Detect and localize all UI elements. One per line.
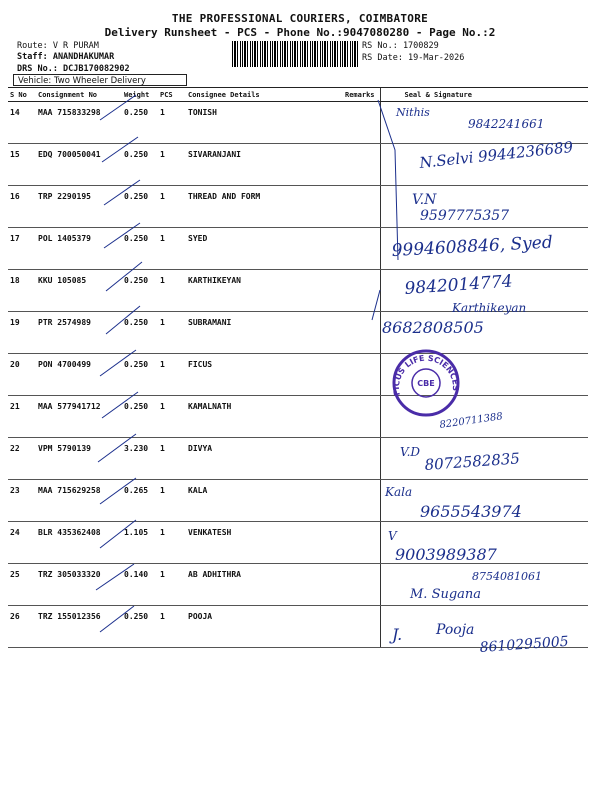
stamp-center-text: CBE xyxy=(417,379,435,388)
row-remarks xyxy=(343,396,380,438)
row-pcs: 1 xyxy=(158,564,186,606)
row-sno: 26 xyxy=(8,606,36,648)
row-consignee: DIVYA xyxy=(186,438,343,480)
table-row xyxy=(8,396,588,438)
vehicle-label: Vehicle: Two Wheeler Delivery xyxy=(13,74,187,86)
row-weight: 0.250 xyxy=(122,354,158,396)
row-sno: 19 xyxy=(8,312,36,354)
row-pcs: 1 xyxy=(158,606,186,648)
route-label: Route: V R PURAM xyxy=(17,41,99,51)
row-consignee: KAMALNATH xyxy=(186,396,343,438)
row-consignee: KARTHIKEYAN xyxy=(186,270,343,312)
row-remarks xyxy=(343,480,380,522)
hw-r18-name: Karthikeyan xyxy=(452,301,527,315)
row-pcs: 1 xyxy=(158,186,186,228)
runsheet-table xyxy=(8,87,588,648)
row-consignee: VENKATESH xyxy=(186,522,343,564)
row-sno: 22 xyxy=(8,438,36,480)
row-consignment-no: TRZ 155012356 xyxy=(36,606,122,648)
hw-r21: 8220711388 xyxy=(438,411,504,431)
row-consignee: TONISH xyxy=(186,102,343,144)
row-remarks xyxy=(343,270,380,312)
row-sno: 25 xyxy=(8,564,36,606)
row-pcs: 1 xyxy=(158,522,186,564)
col-weight: Weight xyxy=(122,88,158,102)
row-consignment-no: KKU 105085 xyxy=(36,270,122,312)
table-row xyxy=(8,186,588,228)
row-pcs: 1 xyxy=(158,144,186,186)
table-header-row xyxy=(8,88,588,102)
row-consignment-no: EDQ 700050041 xyxy=(36,144,122,186)
row-sno: 17 xyxy=(8,228,36,270)
col-consignment: Consignment No xyxy=(36,88,122,102)
table-row xyxy=(8,480,588,522)
row-remarks xyxy=(343,186,380,228)
row-remarks xyxy=(343,606,380,648)
table-row xyxy=(8,564,588,606)
row-signature xyxy=(380,564,588,606)
row-sno: 23 xyxy=(8,480,36,522)
row-remarks xyxy=(343,522,380,564)
hw-r23-mark: Kala xyxy=(385,485,413,499)
row-pcs: 1 xyxy=(158,270,186,312)
row-pcs: 1 xyxy=(158,396,186,438)
row-weight: 0.250 xyxy=(122,186,158,228)
row-sno: 16 xyxy=(8,186,36,228)
hw-r24-mark: V xyxy=(388,529,397,543)
row-consignee: SUBRAMANI xyxy=(186,312,343,354)
row-consignment-no: BLR 435362408 xyxy=(36,522,122,564)
row-consignment-no: MAA 715629258 xyxy=(36,480,122,522)
row-weight: 0.250 xyxy=(122,102,158,144)
hw-r26-phone: 8610295005 xyxy=(479,633,570,656)
hw-r14-phone: 9842241661 xyxy=(468,117,545,131)
row-consignment-no: POL 1405379 xyxy=(36,228,122,270)
hw-r25-phone: 8754081061 xyxy=(472,570,542,583)
company-name: THE PROFESSIONAL COURIERS, COIMBATORE xyxy=(171,12,429,25)
rs-date: RS Date: 19-Mar-2026 xyxy=(362,53,465,63)
row-weight: 3.230 xyxy=(122,438,158,480)
row-consignee: SIVARANJANI xyxy=(186,144,343,186)
table-row xyxy=(8,606,588,648)
col-consignee: Consignee Details xyxy=(186,88,343,102)
runsheet-title: Delivery Runsheet - PCS - Phone No.:9047080280 - Page No.:2 xyxy=(104,26,496,39)
hw-r15: N.Selvi 9944236689 xyxy=(418,137,574,172)
row-pcs: 1 xyxy=(158,312,186,354)
table-row xyxy=(8,270,588,312)
row-consignment-no: TRP 2290195 xyxy=(36,186,122,228)
row-consignment-no: MAA 715833298 xyxy=(36,102,122,144)
rs-number: RS No.: 1700829 xyxy=(362,41,439,51)
row-signature xyxy=(380,396,588,438)
row-weight: 1.105 xyxy=(122,522,158,564)
row-weight: 0.250 xyxy=(122,270,158,312)
row-sno: 18 xyxy=(8,270,36,312)
row-weight: 0.250 xyxy=(122,228,158,270)
staff-label: Staff: ANANDHAKUMAR xyxy=(17,52,115,62)
row-remarks xyxy=(343,564,380,606)
row-pcs: 1 xyxy=(158,102,186,144)
col-signature: Seal & Signature xyxy=(380,88,588,102)
hw-r23: 9655543974 xyxy=(420,502,522,521)
row-consignment-no: TRZ 305033320 xyxy=(36,564,122,606)
hw-r25-name: M. Sugana xyxy=(410,587,482,602)
table-row xyxy=(8,438,588,480)
row-signature xyxy=(380,354,588,396)
hw-r24: 9003989387 xyxy=(395,545,497,564)
row-sno: 15 xyxy=(8,144,36,186)
row-pcs: 1 xyxy=(158,228,186,270)
row-sno: 14 xyxy=(8,102,36,144)
hw-r26-name: Pooja xyxy=(436,622,475,638)
row-consignee: SYED xyxy=(186,228,343,270)
table-row xyxy=(8,312,588,354)
row-signature xyxy=(380,522,588,564)
barcode-image xyxy=(232,41,358,67)
table-row xyxy=(8,144,588,186)
row-signature xyxy=(380,312,588,354)
stamp-text: FICUS LIFE SCIENCES xyxy=(391,353,461,397)
row-sno: 24 xyxy=(8,522,36,564)
row-consignee: FICUS xyxy=(186,354,343,396)
row-signature xyxy=(380,186,588,228)
hw-r17: 9994608846, Syed xyxy=(391,232,554,261)
row-signature xyxy=(380,228,588,270)
row-remarks xyxy=(343,438,380,480)
row-remarks xyxy=(343,144,380,186)
hw-r22-mark: V.D xyxy=(400,445,421,459)
table-row xyxy=(8,228,588,270)
row-consignment-no: PON 4700499 xyxy=(36,354,122,396)
row-signature xyxy=(380,270,588,312)
row-pcs: 1 xyxy=(158,354,186,396)
hw-r14-name: Nithis xyxy=(396,106,430,119)
row-remarks xyxy=(343,354,380,396)
table-row xyxy=(8,522,588,564)
row-pcs: 1 xyxy=(158,480,186,522)
row-remarks xyxy=(343,102,380,144)
row-sno: 20 xyxy=(8,354,36,396)
table-row xyxy=(8,102,588,144)
row-consignee: AB ADHITHRA xyxy=(186,564,343,606)
hw-r16-phone: 9597775357 xyxy=(420,208,510,224)
row-sno: 21 xyxy=(8,396,36,438)
row-signature xyxy=(380,144,588,186)
row-consignment-no: VPM 5790139 xyxy=(36,438,122,480)
row-consignment-no: PTR 2574989 xyxy=(36,312,122,354)
row-consignee: KALA xyxy=(186,480,343,522)
hw-r22: 8072582835 xyxy=(424,449,521,474)
row-remarks xyxy=(343,228,380,270)
row-weight: 0.265 xyxy=(122,480,158,522)
row-signature xyxy=(380,606,588,648)
col-remarks: Remarks xyxy=(343,88,380,102)
hw-r26-sig: J. xyxy=(392,625,403,644)
row-consignee: POOJA xyxy=(186,606,343,648)
hw-r16-sig: V.N xyxy=(412,192,437,208)
row-weight: 0.140 xyxy=(122,564,158,606)
row-signature xyxy=(380,102,588,144)
row-consignment-no: MAA 577941712 xyxy=(36,396,122,438)
col-pcs: PCS xyxy=(158,88,186,102)
row-weight: 0.250 xyxy=(122,606,158,648)
drs-number: DRS No.: DCJB170082902 xyxy=(17,64,130,74)
row-weight: 0.250 xyxy=(122,396,158,438)
row-remarks xyxy=(343,312,380,354)
col-sno: S No xyxy=(8,88,36,102)
row-signature xyxy=(380,480,588,522)
row-weight: 0.250 xyxy=(122,312,158,354)
row-pcs: 1 xyxy=(158,438,186,480)
hw-r18-phone: 9842014774 xyxy=(403,271,514,299)
row-signature xyxy=(380,438,588,480)
row-weight: 0.250 xyxy=(122,144,158,186)
row-consignee: THREAD AND FORM xyxy=(186,186,343,228)
hw-r19: 8682808505 xyxy=(382,318,484,337)
table-row xyxy=(8,354,588,396)
